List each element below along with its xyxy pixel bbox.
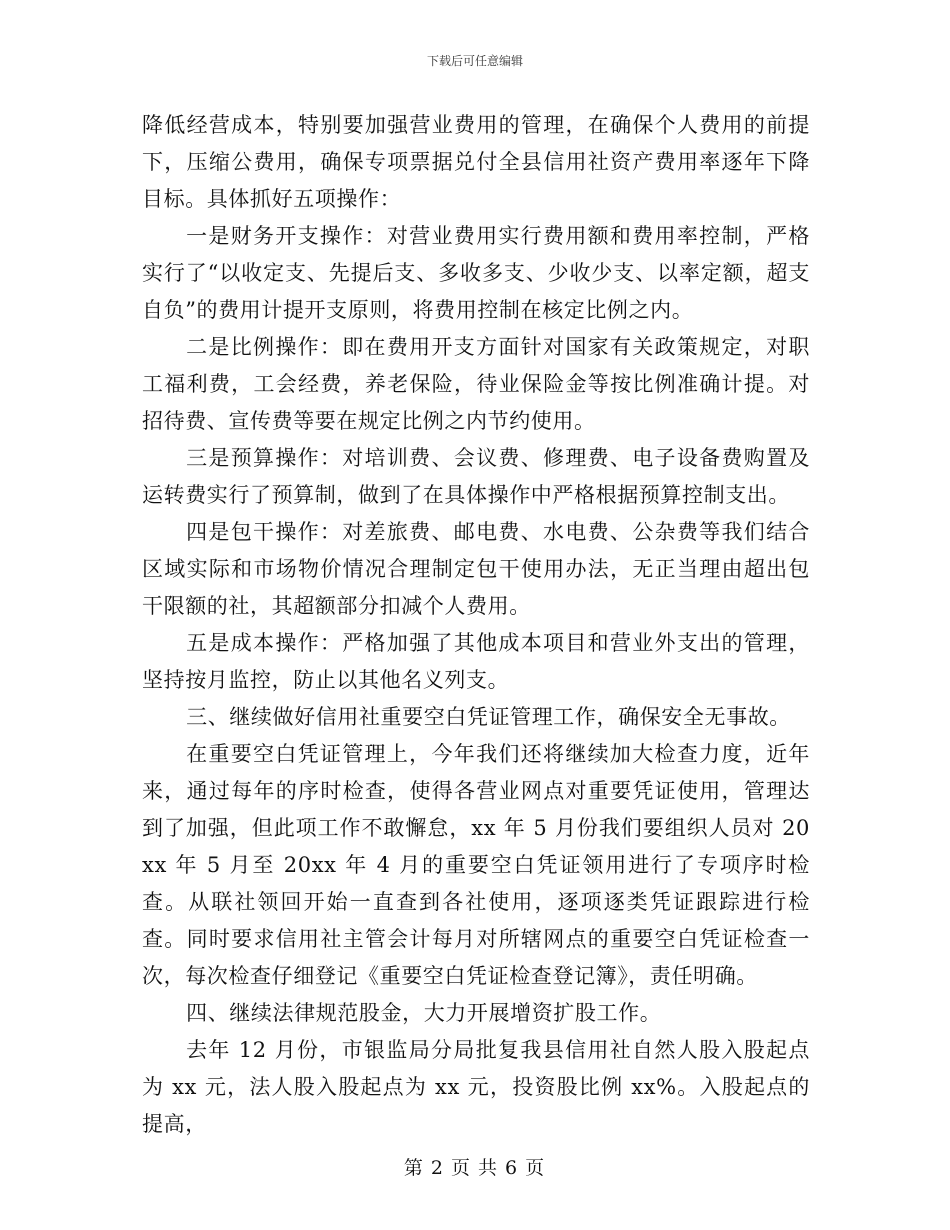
paragraph-ratio-control: 二是比例操作：即在费用开支方面针对国家有关政策规定，对职工福利费，工会经费，养老保险，待业保险金等按比例准确计提。对招待费、宣传费等要在规定比例之内节约使用。 (142, 335, 810, 433)
footer-total-pages: 6 (505, 1157, 520, 1179)
paragraph-cost-control: 五是成本操作：严格加强了其他成本项目和营业外支出的管理，坚持按月监控，防止以其他名义列支。 (142, 631, 810, 692)
paragraph-intro: 降低经营成本，特别要加强营业费用的管理，在确保个人费用的前提下，压缩公费用，确保专项票据兑付全县信用社资产费用率逐年下降目标。具体抓好五项操作： (142, 113, 810, 211)
page-footer (0, 1153, 950, 1180)
paragraph-voucher-inspection: 在重要空白凭证管理上，今年我们还将继续加大检查力度，近年来，通过每年的序时检查，使得各营业网点对重要凭证使用，管理达到了加强，但此项工作不敢懈怠，xx 年 5 月份我们要组织人员对 20xx 年 5 月至 20xx 年 4 月的重要空白凭证领用进行了专项序时检查。从联社领回开始一直查到各社使用，逐项逐类凭证跟踪进行检查。同时要求信用社主管会计每月对所辖网点的重要空白凭证检查一次，每次检查仔细登记《重要空白凭证检查登记簿》，责任明确。 (142, 742, 810, 988)
paragraph-finance-control: 一是财务开支操作：对营业费用实行费用额和费用率控制，严格实行了“以收定支、先提后支、多收多支、少收少支、以率定额，超支自负”的费用计提开支原则，将费用控制在核定比例之内。 (142, 224, 810, 322)
footer-current-page: 2 (430, 1157, 445, 1179)
paragraph-contract-control: 四是包干操作：对差旅费、邮电费、水电费、公杂费等我们结合区域实际和市场物价情况合理制定包干使用办法，无正当理由超出包干限额的社，其超额部分扣减个人费用。 (142, 520, 810, 618)
document-body (142, 107, 810, 1143)
section-heading-share-capital: 四、继续法律规范股金，大力开展增资扩股工作。 (186, 1001, 662, 1025)
footer-mid-2: 共 (478, 1157, 500, 1179)
section-heading-voucher-management: 三、继续做好信用社重要空白凭证管理工作，确保安全无事故。 (186, 705, 791, 729)
paragraph-budget-control: 三是预算操作：对培训费、会议费、修理费、电子设备费购置及运转费实行了预算制，做到了在具体操作中严格根据预算控制支出。 (142, 446, 810, 507)
page-header-note: 下载后可任意编辑 (426, 54, 523, 68)
footer-prefix: 第 (403, 1157, 425, 1179)
paragraph-share-threshold: 去年 12 月份，市银监局分局批复我县信用社自然人股入股起点为 xx 元，法人股入股起点为 xx 元，投资股比例 xx%。入股起点的提高， (142, 1038, 810, 1136)
footer-mid-1: 页 (450, 1157, 472, 1179)
footer-suffix: 页 (525, 1157, 547, 1179)
